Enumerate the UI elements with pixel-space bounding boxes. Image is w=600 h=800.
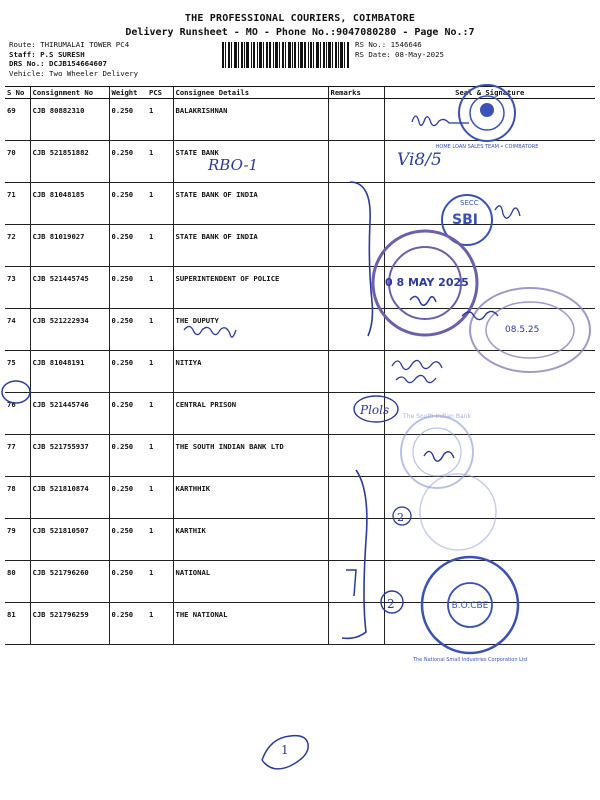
footer-signature [262, 736, 308, 769]
cell-pcs: 1 [147, 351, 173, 393]
table-row [5, 267, 595, 309]
cell-weight: 0.250 [109, 225, 147, 267]
cell-sno: 80 [5, 561, 30, 603]
cell-remarks [328, 477, 384, 519]
rs-date-text: RS Date: 08-May-2025 [355, 49, 444, 59]
cell-pcs: 1 [147, 141, 173, 183]
table-row [5, 477, 595, 519]
cell-sno: 76 [5, 393, 30, 435]
cell-consignment: CJB 521445746 [30, 393, 109, 435]
runsheet-subtitle: Delivery Runsheet - MO - Phone No.:9047080280 - Page No.:7 [125, 27, 475, 38]
route-text: Route: THIRUMALAI TOWER PC4 [9, 40, 130, 49]
footer-signature-text: 1 [281, 743, 289, 757]
cell-weight: 0.250 [109, 603, 147, 645]
header-consignee: Consignee Details [173, 87, 328, 99]
cell-sno: 72 [5, 225, 30, 267]
cell-signature [384, 477, 595, 519]
row79-signature: 2 [397, 511, 404, 524]
cell-consignment: CJB 81048191 [30, 351, 109, 393]
row76-signature: Plols [360, 403, 390, 417]
cell-consignee: KARTHIK [173, 519, 328, 561]
cell-remarks [328, 309, 384, 351]
vehicle-text: Vehicle: Two Wheeler Delivery [9, 68, 139, 78]
cell-consignee: NITIYA [173, 351, 328, 393]
header-weight: Weight [109, 87, 147, 99]
header-consignment: Consignment No [30, 87, 109, 99]
cell-signature [384, 99, 595, 141]
table-row [5, 99, 595, 141]
runsheet-meta-right [355, 40, 444, 59]
cell-consignee: STATE BANK OF INDIA [173, 183, 328, 225]
sbi-stamp-main: SBI [452, 212, 478, 228]
cell-sno: 81 [5, 603, 30, 645]
cell-consignment: CJB 521755937 [30, 435, 109, 477]
row70-signature: Vi8/5 [397, 150, 442, 170]
cell-weight: 0.250 [109, 519, 147, 561]
cell-weight: 0.250 [109, 561, 147, 603]
cell-weight: 0.250 [109, 267, 147, 309]
cell-weight: 0.250 [109, 477, 147, 519]
cell-remarks [328, 435, 384, 477]
table-row [5, 603, 595, 645]
oval-stamp-date: 08.5.25 [505, 325, 540, 335]
header-seal-signature: Seal & Signature [384, 87, 595, 99]
cell-signature [384, 183, 595, 225]
cell-consignment: CJB 81019027 [30, 225, 109, 267]
cell-consignee: STATE BANK OF INDIA [173, 225, 328, 267]
cell-consignee: STATE BANK [173, 141, 328, 183]
cell-pcs: 1 [147, 435, 173, 477]
cell-signature [384, 267, 595, 309]
cell-remarks [328, 267, 384, 309]
cell-consignment: CJB 521222934 [30, 309, 109, 351]
cell-pcs: 1 [147, 603, 173, 645]
cell-weight: 0.250 [109, 183, 147, 225]
nsic-stamp-center: B.O.CBE [451, 601, 489, 611]
cell-weight: 0.250 [109, 435, 147, 477]
cell-consignee: THE SOUTH INDIAN BANK LTD [173, 435, 328, 477]
cell-consignment: CJB 521796259 [30, 603, 109, 645]
cell-pcs: 1 [147, 99, 173, 141]
cell-sno: 77 [5, 435, 30, 477]
cell-sno: 79 [5, 519, 30, 561]
header-remarks: Remarks [328, 87, 384, 99]
cell-signature [384, 519, 595, 561]
cell-signature [384, 309, 595, 351]
company-title: THE PROFESSIONAL COURIERS, COIMBATORE [184, 13, 416, 24]
date-stamp-text: 0 8 MAY 2025 [385, 276, 469, 289]
cell-pcs: 1 [147, 561, 173, 603]
cell-signature [384, 351, 595, 393]
table-row [5, 561, 595, 603]
table-row [5, 309, 595, 351]
south-indian-bank-stamp-text: The South Indian Bank [403, 413, 471, 420]
cell-sno: 73 [5, 267, 30, 309]
sbi-stamp-top: SECC [460, 199, 479, 207]
table-row [5, 351, 595, 393]
cell-weight: 0.250 [109, 351, 147, 393]
table-header-row [5, 87, 595, 99]
nsic-stamp-ring-text: The National Small Industries Corporation Ltd [412, 657, 528, 663]
cell-consignment: CJB 521851882 [30, 141, 109, 183]
cell-weight: 0.250 [109, 99, 147, 141]
table-row [5, 141, 595, 183]
cell-remarks [328, 351, 384, 393]
cell-consignee: KARTHHIK [173, 477, 328, 519]
barcode [222, 42, 349, 68]
cell-pcs: 1 [147, 309, 173, 351]
cell-remarks [328, 141, 384, 183]
cell-consignment: CJB 81048185 [30, 183, 109, 225]
cell-sno: 69 [5, 99, 30, 141]
rs-no-text: RS No.: 1546646 [355, 40, 422, 49]
cell-consignee: THE NATIONAL [173, 603, 328, 645]
cell-signature [384, 435, 595, 477]
table-row [5, 519, 595, 561]
cell-pcs: 1 [147, 225, 173, 267]
cell-pcs: 1 [147, 519, 173, 561]
cell-remarks [328, 183, 384, 225]
runsheet-meta-left [9, 40, 138, 78]
cell-pcs: 1 [147, 393, 173, 435]
cell-remarks [328, 561, 384, 603]
cell-consignee: SUPERINTENDENT OF POLICE [173, 267, 328, 309]
cell-pcs: 1 [147, 477, 173, 519]
cell-sno: 74 [5, 309, 30, 351]
cell-remarks [328, 99, 384, 141]
cell-sno: 78 [5, 477, 30, 519]
cell-signature [384, 393, 595, 435]
row81-signature: 2 [387, 597, 395, 611]
table-row [5, 435, 595, 477]
cell-remarks [328, 519, 384, 561]
cell-consignee: BALAKRISHNAN [173, 99, 328, 141]
home-loan-stamp-text: HOME LOAN SALES TEAM • COIMBATORE [435, 144, 539, 150]
cell-consignment: CJB 521796260 [30, 561, 109, 603]
cell-sno: 70 [5, 141, 30, 183]
staff-text: Staff: P.S SURESH [9, 49, 85, 59]
table-row [5, 183, 595, 225]
cell-consignee: CENTRAL PRISON [173, 393, 328, 435]
header-sno: S No [5, 87, 30, 99]
cell-pcs: 1 [147, 183, 173, 225]
cell-signature [384, 603, 595, 645]
cell-weight: 0.250 [109, 393, 147, 435]
cell-signature [384, 141, 595, 183]
cell-weight: 0.250 [109, 141, 147, 183]
cell-sno: 71 [5, 183, 30, 225]
cell-consignment: CJB 521810507 [30, 519, 109, 561]
runsheet-table [5, 86, 595, 645]
table-row [5, 393, 595, 435]
cell-consignee: NATIONAL [173, 561, 328, 603]
cell-remarks [328, 393, 384, 435]
row70-note: RBO-1 [208, 156, 259, 174]
table-row [5, 225, 595, 267]
cell-consignment: CJB 521445745 [30, 267, 109, 309]
cell-remarks [328, 603, 384, 645]
drs-text: DRS No.: DCJB154664607 [9, 59, 107, 68]
cell-weight: 0.250 [109, 309, 147, 351]
cell-consignment: CJB 80882310 [30, 99, 109, 141]
cell-consignment: CJB 521810874 [30, 477, 109, 519]
cell-sno: 75 [5, 351, 30, 393]
cell-pcs: 1 [147, 267, 173, 309]
cell-consignee: THE DUPUTY [173, 309, 328, 351]
cell-signature [384, 561, 595, 603]
cell-remarks [328, 225, 384, 267]
header-pcs: PCS [147, 87, 173, 99]
cell-signature [384, 225, 595, 267]
